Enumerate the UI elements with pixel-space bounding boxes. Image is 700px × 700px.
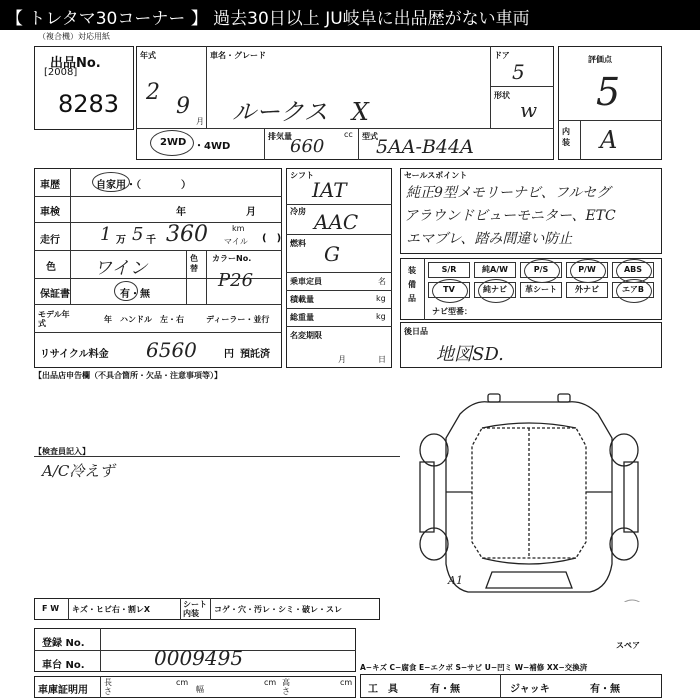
mileage-paren: ( ) xyxy=(262,233,282,244)
seat-label: シート内装 xyxy=(183,600,207,618)
sales-line-2: アラウンドビューモニター、ETC xyxy=(404,208,616,224)
hgt-label: 高さ xyxy=(282,678,290,696)
navi-label: ナビ型番： xyxy=(432,307,472,316)
equipment-item: TV xyxy=(428,282,470,298)
diagram-mark: A1 xyxy=(448,574,463,587)
fuel-label: 燃料 xyxy=(290,239,306,248)
registration-label: 車歴 xyxy=(40,180,60,191)
drive-4wd-label: ・4WD xyxy=(194,141,231,152)
hgt-cm: cm xyxy=(340,678,353,687)
change-unit-day: 日 xyxy=(378,355,386,364)
door-value: 5 xyxy=(512,60,525,84)
lot-code: [2008] xyxy=(44,67,78,78)
color-change: 色替 xyxy=(190,254,198,273)
equipment-item: 外ナビ xyxy=(566,282,608,298)
registration-circle xyxy=(92,172,130,192)
year-value: 2 xyxy=(146,80,160,105)
inspector-label: 【検査員記入】 xyxy=(34,447,90,456)
jack-label: ジャッキ xyxy=(510,684,550,695)
len-label: 長さ xyxy=(104,678,112,696)
shift-value: IAT xyxy=(312,178,347,202)
handle-text: ハンドル 左・右 xyxy=(120,315,184,324)
equipment-item: 革シート xyxy=(520,282,562,298)
capacity-label: 乗車定員 xyxy=(290,277,322,286)
equipment-label: 装備品 xyxy=(408,266,416,303)
tools-value: 有・無 xyxy=(430,684,460,695)
declaration-label: 【出品店申告欄（不具合箇所・欠品・注意事項等）】 xyxy=(34,371,222,380)
mileage-km: km xyxy=(232,224,245,233)
load-unit: kg xyxy=(376,294,386,303)
color-value: ワイン xyxy=(94,258,148,279)
inspector-value: A/C冷えず xyxy=(42,462,115,480)
registration-value: 自家用・（ ） xyxy=(96,180,191,191)
mileage-value-3: 360 xyxy=(166,222,208,247)
ac-value: AAC xyxy=(314,210,359,234)
ac-label: 冷房 xyxy=(290,207,306,216)
dealer-text: ディーラー・並行 xyxy=(206,315,270,324)
equipment-item-circle xyxy=(524,259,560,283)
year-label: 年式 xyxy=(140,51,156,60)
interior-value: A xyxy=(600,126,618,154)
reg-label: 登録 No. xyxy=(42,638,85,649)
shape-value: w xyxy=(520,98,538,122)
equipment-item-circle xyxy=(616,279,652,303)
warranty-circle xyxy=(114,281,138,301)
len-cm: cm xyxy=(176,678,189,687)
chassis-label: 車台 No. xyxy=(42,660,85,671)
recycle-label: リサイクル料金 xyxy=(40,349,109,360)
damage-legend: A−キズ C−腐食 E−エクボ S−サビ U−凹ミ W−補修 XX−交換済 xyxy=(360,663,588,672)
wheel-rear-left xyxy=(420,528,448,560)
spare-tire xyxy=(618,600,646,602)
name-value: ルークス X xyxy=(232,98,369,126)
model-label: 型式 xyxy=(362,132,378,141)
lot-label: 出品No. xyxy=(50,56,101,71)
interior-label: 内装 xyxy=(562,127,570,147)
load-label: 積載量 xyxy=(290,295,314,304)
inspection-month: 月 xyxy=(246,207,256,218)
displacement-value: 660 xyxy=(290,136,325,157)
weight-unit: kg xyxy=(376,312,386,321)
cert-label: 車庫証明用 xyxy=(38,685,88,696)
change-unit: 月 xyxy=(338,355,346,364)
displacement-unit: cc xyxy=(344,130,353,139)
colorno-value: P26 xyxy=(218,270,254,291)
mileage-value-2: 5 xyxy=(132,224,144,245)
form-subnote: （複合機）対応用紙 xyxy=(38,32,110,41)
colorno-label: カラーNo. xyxy=(212,254,252,263)
equipment-item: S/R xyxy=(428,262,470,278)
rear-value: 地図SD. xyxy=(436,344,504,365)
recycle-note: 預託済 xyxy=(240,349,270,360)
tools-label: 工 具 xyxy=(368,684,398,695)
mileage-label: 走行 xyxy=(40,235,60,246)
car-damage-diagram xyxy=(400,392,662,602)
mileage-unit-2: 千 xyxy=(146,235,156,246)
jack-value: 有・無 xyxy=(590,684,620,695)
door-label: ドア xyxy=(494,51,510,60)
change-label: 名変期限 xyxy=(290,331,322,340)
mileage-unit-1: 万 xyxy=(116,235,126,246)
shape-label: 形状 xyxy=(494,91,510,100)
model-year-label: モデル年式 xyxy=(38,310,70,328)
equipment-item: P/S xyxy=(520,262,562,278)
warranty-label: 保証書 xyxy=(40,289,70,300)
name-label: 車名・グレード xyxy=(210,51,266,60)
rear-label: 後日品 xyxy=(404,327,428,336)
equipment-item-circle xyxy=(570,259,606,283)
wid-cm: cm xyxy=(264,678,277,687)
equipment-item-circle xyxy=(478,279,514,303)
warranty-value: 有・無 xyxy=(120,289,150,300)
lot-number: 8283 xyxy=(58,90,120,118)
shift-label: シフト xyxy=(290,171,314,180)
month-suffix: 月 xyxy=(196,117,204,126)
wid-label: 幅 xyxy=(196,685,204,694)
capacity-unit: 名 xyxy=(378,277,386,286)
weight-label: 総重量 xyxy=(290,313,314,322)
score-value: 5 xyxy=(596,70,621,114)
inspection-year: 年 xyxy=(176,207,186,218)
fw-label: F W xyxy=(42,604,60,613)
spare-label: スペア xyxy=(616,641,640,650)
inspection-label: 車検 xyxy=(40,207,60,218)
equipment-item: 純A/W xyxy=(474,262,516,278)
equipment-item: エアB xyxy=(612,282,654,298)
wheel-front-right xyxy=(610,434,638,466)
score-label: 評価点 xyxy=(588,55,612,64)
model-year-text: 年 xyxy=(104,315,112,324)
wheel-rear-right xyxy=(610,528,638,560)
displacement-label: 排気量 xyxy=(268,132,292,141)
equipment-item: ABS xyxy=(612,262,654,278)
drive-2wd-label: 2WD xyxy=(160,137,187,148)
sales-label: セールスポイント xyxy=(404,171,468,180)
mileage-mile: マイル xyxy=(224,237,248,246)
defects-text: キズ・ヒビ右・割レX xyxy=(72,605,151,614)
month-value: 9 xyxy=(176,94,190,119)
equipment-item: P/W xyxy=(566,262,608,278)
recycle-value: 6560 xyxy=(146,338,197,362)
seat-text: コゲ・穴・汚レ・シミ・破レ・スレ xyxy=(214,605,342,614)
wheel-front-left xyxy=(420,434,448,466)
mileage-value-1: 1 xyxy=(100,224,112,245)
fuel-value: G xyxy=(324,242,340,266)
model-value: 5AA-B44A xyxy=(376,136,474,158)
recycle-unit: 円 xyxy=(224,349,234,360)
page-title-text: 【 トレタマ30コーナー 】 過去30日以上 JU岐阜に出品歴がない車両 xyxy=(6,9,530,29)
equipment-item-circle xyxy=(432,279,468,303)
sales-line-3: エマブレ、踏み間違い防止 xyxy=(406,231,573,247)
color-label: 色 xyxy=(46,262,56,273)
sales-line-1: 純正9型メモリーナビ、フルセグ xyxy=(406,185,611,201)
equipment-item: 純ナビ xyxy=(474,282,516,298)
chassis-value: 0009495 xyxy=(154,646,244,670)
